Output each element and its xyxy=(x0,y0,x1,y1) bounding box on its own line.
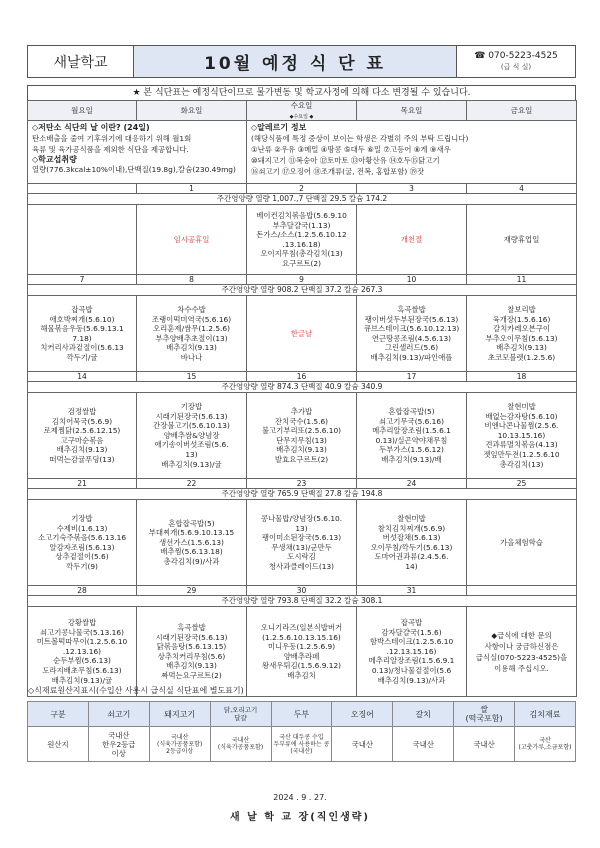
low-carbon-title: ◇저탄소 식단의 날 이란? (24일) xyxy=(32,123,150,133)
meal-cell: 재량휴업일 xyxy=(467,205,577,275)
allergy-line3: ⑩돼지고기 ⑪복숭아 ⑫토마토 ⑬아황산유 ⑭호두⑮닭고기 xyxy=(251,155,440,165)
date-cell: 16 xyxy=(247,372,357,382)
meal-cell: 잡곡밥 애호박찌개(5.6.10) 해물볶음우동(5.6.9.13.1 7.18) 치커리사과겉절이(5.6.13 깍두기/귤 xyxy=(28,296,137,372)
meal-cell: 검정쌀밥 김치어묵국(5.6.9) 로제찜닭(2.5.6.12.15) 고구마순볶음 배추김치(9.13) 떠먹는감귤푸딩(13) xyxy=(28,393,137,479)
date-cell: 15 xyxy=(137,372,247,382)
origin-value: 국내산 xyxy=(393,727,454,762)
allergy-info xyxy=(247,121,577,184)
origin-value: 국산 대두콩 수입 두부류에 사용하는 콩 (국내산) xyxy=(271,727,332,762)
origin-header: 닭,오리고기 달걀 xyxy=(210,702,271,727)
meal-cell: 흑곡쌀밥 팽이버섯두부된장국(5.6.13) 큐브스테이크(5.6.10.12.13) 연근땅콩조림(4.5.6.13) 그린샐러드(5.6) 배추김치(9.13)/파인애플 xyxy=(357,296,467,372)
meal-cell: 개천절 xyxy=(357,205,467,275)
date-cell: 10 xyxy=(357,275,467,285)
date-cell: 25 xyxy=(467,479,577,489)
date-cell: 11 xyxy=(467,275,577,285)
phone-number: ☎ 070-5223-4525 xyxy=(474,50,558,61)
date-cell: 30 xyxy=(247,586,357,596)
intake-line: 열량(776.3kcal±10%이내),단백질(19.8g),칼슘(230.49mg) xyxy=(32,165,236,175)
meal-cell: 오니기라즈(일본식밥버거 (1.2.5.6.10.13.15.16) 미니우동(1.2.5.6.9) 양배추라페 왕새우튀김(1.5.6.9.12) 배추김치 xyxy=(247,607,357,697)
meal-cell: 차수수밥 조랭이떡미역국(5.6.16) 오리훈제/쌈무(1.2.5.6) 부추양배추초절이(13) 배추김치(9.13) 바나나 xyxy=(137,296,247,372)
low-carbon-line2: 육류 및 육가공식품을 제외한 식단을 제공합니다. xyxy=(32,144,189,154)
date-cell: 29 xyxy=(137,586,247,596)
origin-header: 두부 xyxy=(271,702,332,727)
meal-cell: 강황쌀밥 쇠고기콩나물국(5.13.16) 미트볼떡따무이(1.2.5.6.10 .12.13.16) 순두부찜(5.6.13) 도라지배초무침(5.6.13) 배추김치(9.13)/귤 xyxy=(28,607,137,697)
date-cell: 7 xyxy=(28,275,137,285)
origin-header: 갈치 xyxy=(393,702,454,727)
date-cell: 31 xyxy=(357,586,467,596)
origin-header: 쌀 (떡국포함) xyxy=(454,702,515,727)
header xyxy=(27,45,576,78)
date-cell: 23 xyxy=(247,479,357,489)
origin-value: 국내산 한우2등급 이상 xyxy=(88,727,149,762)
day-tue: 화요일 xyxy=(137,101,247,121)
origin-header: 돼지고기 xyxy=(149,702,210,727)
date-cell: 28 xyxy=(28,586,137,596)
menu-title: 10월 예정 식 단 표 xyxy=(134,46,457,77)
allergy-line2: ①난류 ②우유 ③메밀 ④땅콩 ⑤대두 ⑥밀 ⑦고등어 ⑧게 ⑨새우 xyxy=(251,144,451,154)
meal-cell: 한글날 xyxy=(247,296,357,372)
weekly-nutrition: 주간영양량 열량 765.9 단백질 27.8 칼슘 194.8 xyxy=(28,489,577,500)
meal-cell: 추가밥 잔치국수(1.5.6) 불고기부리또(2.5.6.10) 단무지무침(13) 배추김치(9.13) 발효요구르트(2) xyxy=(247,393,357,479)
origin-header: 김치재료 xyxy=(515,702,576,727)
meal-cell: 기장밥 수제비(1.6.13) 소고기숙주볶음(5.6.13.16 알감자조림(5.6.13) 상추겉절이(5.6) 깍두기(9) xyxy=(28,500,137,586)
meal-cell: 혼합잡곡밥(5) 부대찌개(5.6.9.10.13.15 생선가스(1.5.6.13) 배추찜(5.6.13.18) 총각김치(9)/사과 xyxy=(137,500,247,586)
date-cell xyxy=(467,586,577,596)
date-cell: 4 xyxy=(467,184,577,194)
allergy-line4: ⑯쇠고기 ⑰오징어 ⑱조개류(굴, 전복, 홍합포함) ⑲잣 xyxy=(251,166,425,176)
date-cell: 21 xyxy=(28,479,137,489)
origin-value: 국산 (고춧가루,소금포함) xyxy=(515,727,576,762)
allergy-title: ◇알레르기 정보 xyxy=(251,123,307,133)
low-carbon-info xyxy=(28,121,247,184)
meal-cell: 찰현미밥 참치김치찌개(5.6.9) 버섯잡채(5.6.13) 오이무침/깍두기(5.6.13) 도마어권과류(2.4.5.6. 14) xyxy=(357,500,467,586)
meal-cell xyxy=(28,205,137,275)
origin-title: ◇식재료원산지표시(수입산 사용시 급식실 식단표에 별도표기) xyxy=(28,686,244,695)
origin-value: 국내산 (식육가공품포함) 2등급이상 xyxy=(149,727,210,762)
allergy-line1: (해당식품에 특정 증상이 보이는 학생은 각별히 주의 부탁 드립니다) xyxy=(251,133,469,143)
origin-header: 구분 xyxy=(28,702,89,727)
phone-label: (급 식 실) xyxy=(500,62,532,71)
meal-cell: 찰보리밥 육개장(1.5.6.16) 갈치카레오븐구이 부추오이무침(5.6.13) 배추김치(9.13) 초코모블렛(1.2.5.6) xyxy=(467,296,577,372)
meal-cell: 가을체험학습 xyxy=(467,500,577,586)
inquiry-note: ◆급식에 대한 문의 사항이나 궁금하신점은 급식실(070-5223-4525)을 이용해 주십시오. xyxy=(467,607,577,697)
meal-cell: 잡곡밥 감자달걀국(1.5.6) 함박스테이크(1.2.5.6.10 .12.13.15.16) 메추리알장조림(1.5.6.9.1 0.13)/청나물겉절이(5.6 배추김치(9.13)/사과 xyxy=(357,607,467,697)
day-thu: 목요일 xyxy=(357,101,467,121)
weekly-nutrition: 주간영양량 열량 793.8 단백질 32.2 칼슘 308.1 xyxy=(28,596,577,607)
meal-cell: 콩나물밥/양념장(5.6.10. 13) 팽이미소된장국(5.6.13) 무생채(13)/군만두 도시락김 청사과클레이드(13) xyxy=(247,500,357,586)
signature: 새 날 학 교 장(직인생략) xyxy=(229,812,370,823)
meal-cell: 혼합잡곡밥(5) 쇠고기무국(5.6.16) 메추리알장조림(1.5.6.1 0.13)/실곤약야채무침 두부가스(1.5.6.12) 배추김치(9.13)/배 xyxy=(357,393,467,479)
date-cell: 9 xyxy=(247,275,357,285)
date-cell: 24 xyxy=(357,479,467,489)
weekly-nutrition: 주간영양량 열량 874.3 단백질 40.9 칼슘 340.9 xyxy=(28,382,577,393)
date-cell: 3 xyxy=(357,184,467,194)
date-cell: 2 xyxy=(247,184,357,194)
issue-date: 2024 . 9 . 27. xyxy=(273,793,327,802)
school-name: 새날학교 xyxy=(28,46,134,77)
origin-value: 국내산 xyxy=(454,727,515,762)
low-carbon-line1: 탄소배출을 줄여 기후위기에 대응하기 위해 월1회 xyxy=(32,133,192,143)
origin-header: 오징어 xyxy=(332,702,393,727)
wed-note: ◆수요일 ◆ xyxy=(289,113,314,120)
meal-cell: 베이컨김치볶음밥(5.6.9.10 부추달걀국(1.13) 돈가스/소스(1.2.5.6.10.12 .13.16.18) 오이지무침(총각김치(13) 요구르트(2) xyxy=(247,205,357,275)
origin-table xyxy=(27,701,576,762)
contact xyxy=(457,46,575,77)
origin-value: 국내산 (식육가공품포함) xyxy=(210,727,271,762)
notice: ★ 본 식단표는 예정식단이므로 물가변동 및 학교사정에 의해 다소 변경될 수 있습니다. xyxy=(27,85,576,101)
meal-cell: 기장밥 시래기된장국(5.6.13) 간장불고기(5.6.10.13) 양배추쌈&양념장 애기송이버섯조림(5.6. 13) 배추김치(9.13)/귤 xyxy=(137,393,247,479)
day-wed xyxy=(247,101,357,121)
date-cell: 14 xyxy=(28,372,137,382)
menu-table xyxy=(27,100,577,697)
date-cell: 18 xyxy=(467,372,577,382)
origin-value: 국내산 xyxy=(332,727,393,762)
date-cell: 1 xyxy=(137,184,247,194)
weekly-nutrition: 주간영양량 열량 1,007.,7 단백질 29.5 칼슘 174.2 xyxy=(28,194,577,205)
intake-title: ◇학교섭취량 xyxy=(32,154,77,164)
date-cell: 22 xyxy=(137,479,247,489)
meal-cell: 흑곡쌀밥 시래기된장국(5.6.13) 닭볶음탕(5.6.13.15) 상추치커리무침(5.6) 배추김치(9.13) 짜먹는요구르트(2) xyxy=(137,607,247,697)
weekly-nutrition: 주간영양량 열량 908.2 단백질 37.2 칼슘 267.3 xyxy=(28,285,577,296)
day-wed-label: 수요일 xyxy=(290,101,313,110)
day-fri: 금요일 xyxy=(467,101,577,121)
day-mon: 월요일 xyxy=(28,101,137,121)
origin-header: 쇠고기 xyxy=(88,702,149,727)
meal-cell: 임시공휴일 xyxy=(137,205,247,275)
date-cell: 17 xyxy=(357,372,467,382)
meal-cell: 찰현미밥 배없는감자탕(5.6.10) 비엔나콘나물찜(2.5.6. 10.13.15.16) 견과류멸치볶음(4.13) 젯잎만두전(1.2.5.6.10 총각김치(13) xyxy=(467,393,577,479)
date-cell xyxy=(28,184,137,194)
date-cell: 8 xyxy=(137,275,247,285)
origin-value: 원산지 xyxy=(28,727,89,762)
